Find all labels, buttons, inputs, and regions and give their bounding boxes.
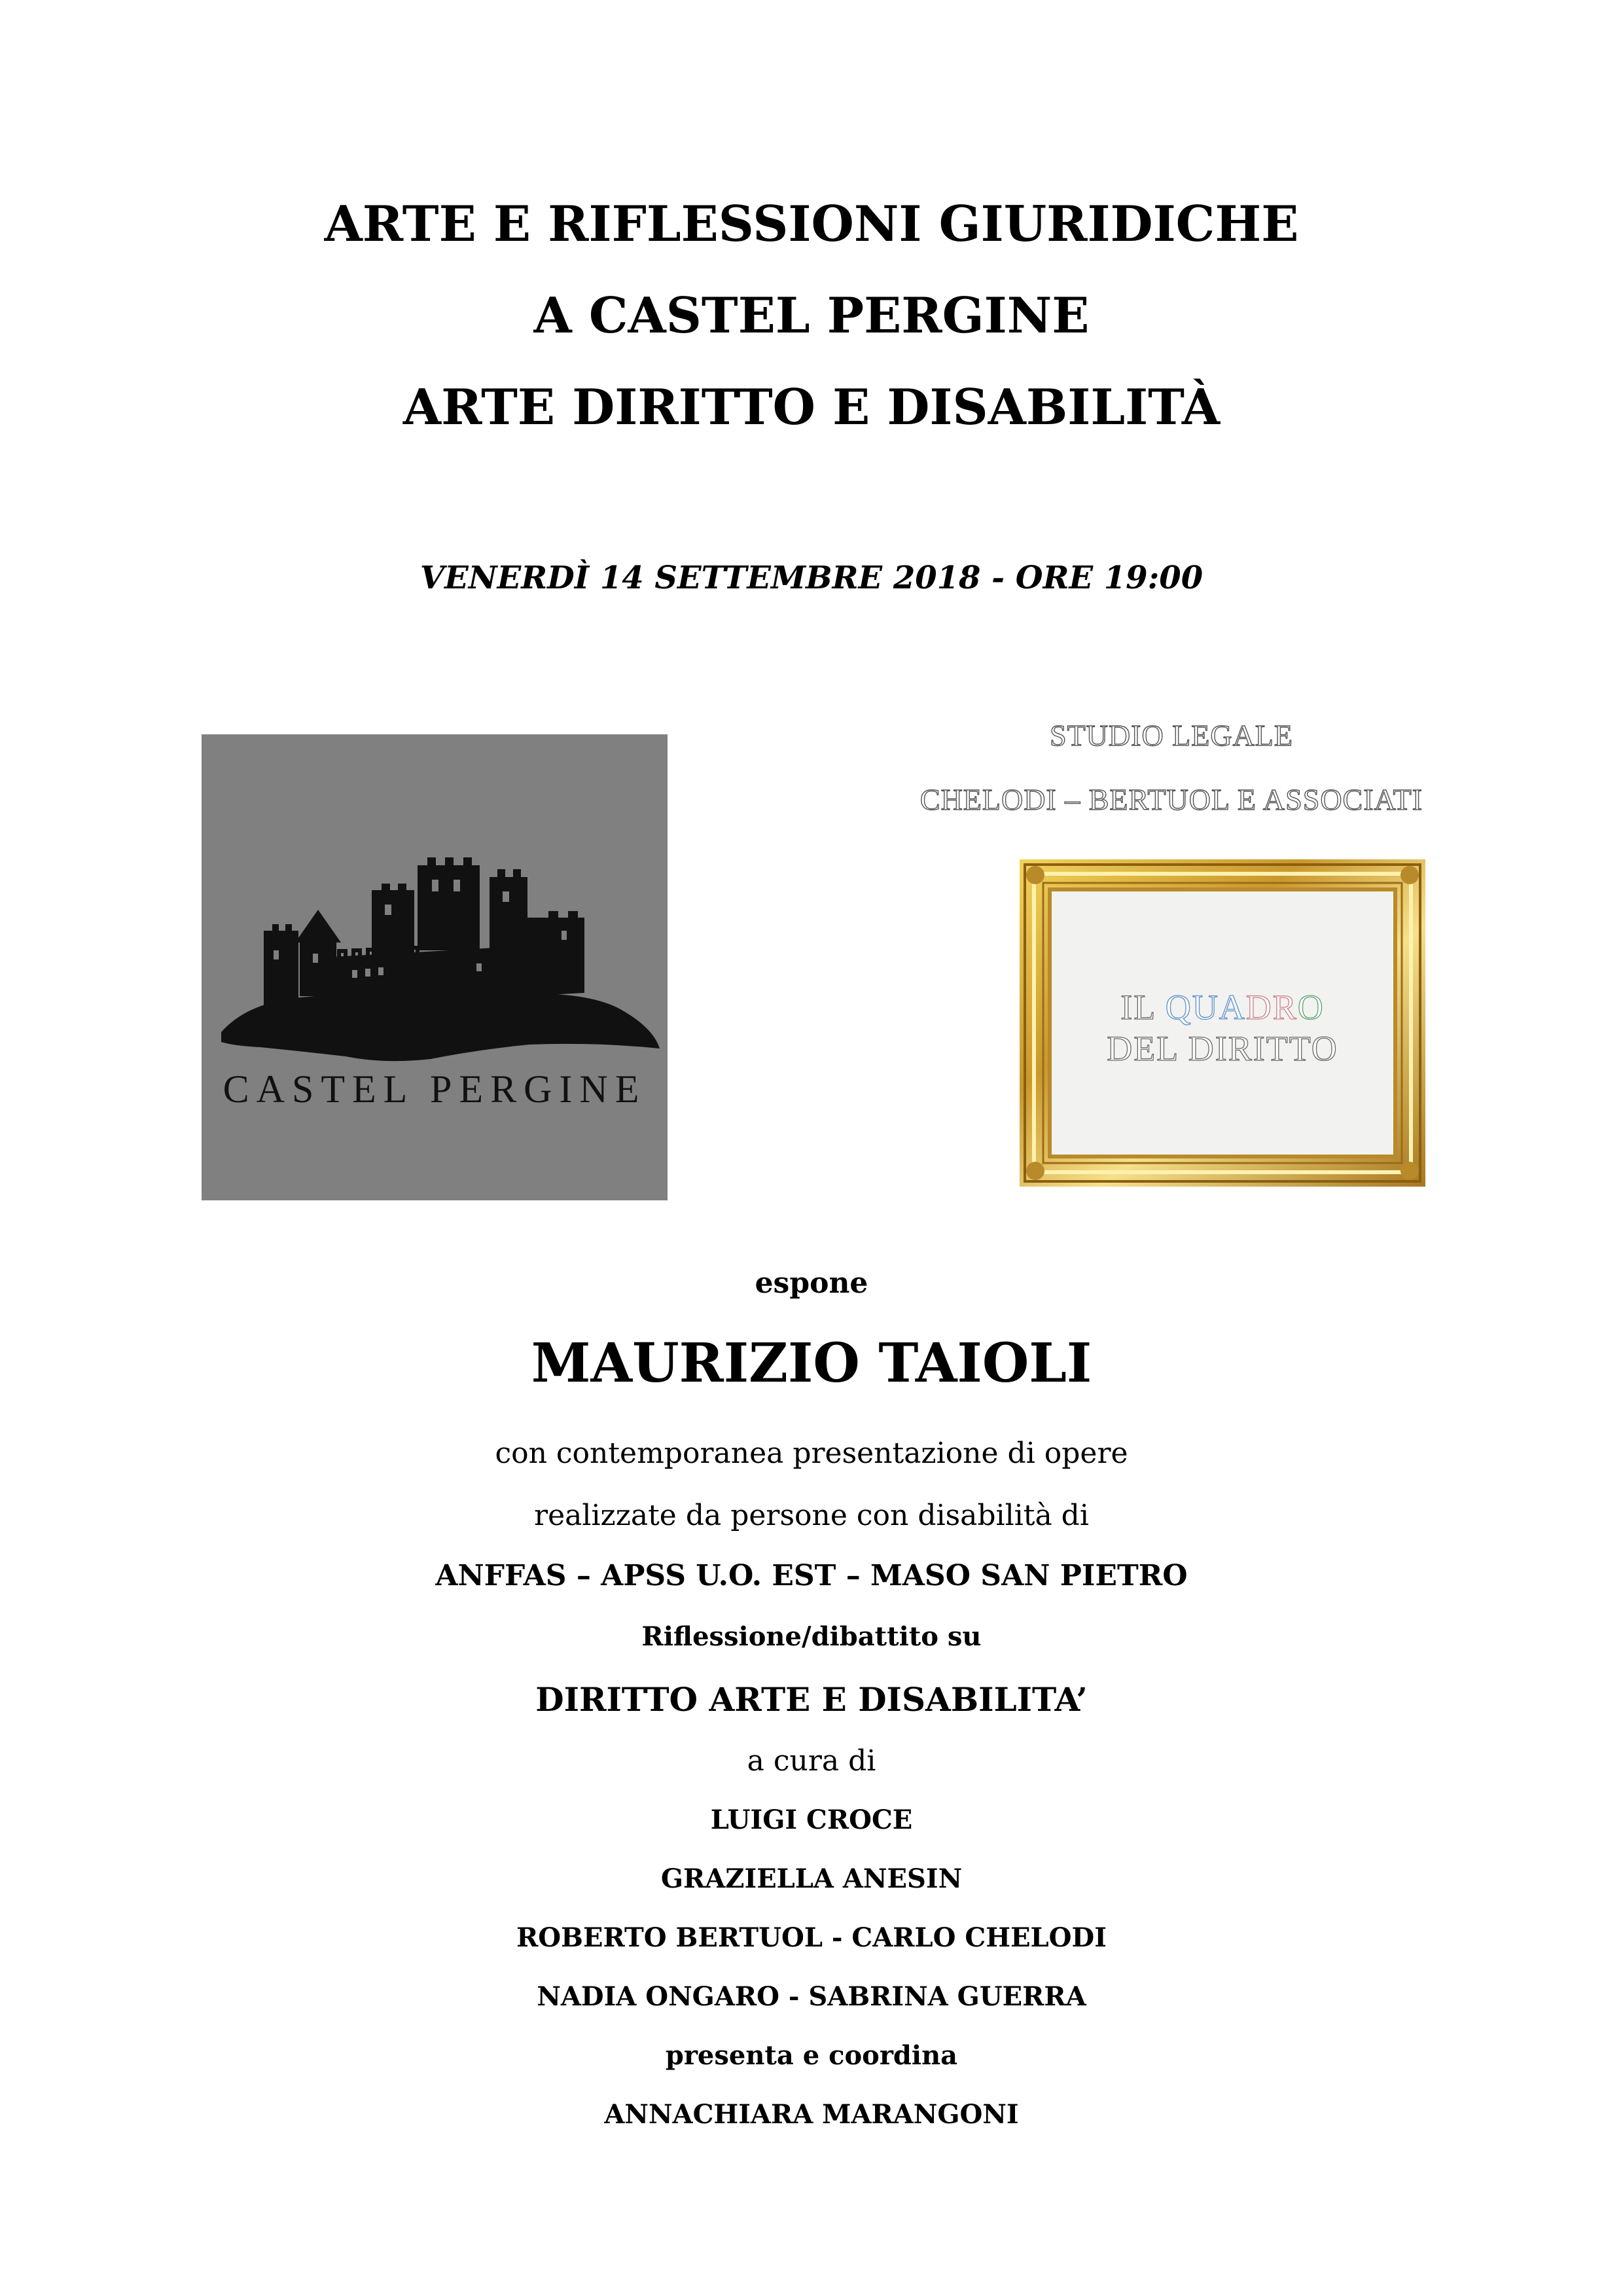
- artist-name: MAURIZIO TAIOLI: [531, 1332, 1092, 1395]
- quadro-text-qua: QUA: [1165, 988, 1246, 1027]
- quadro-text-line-2: DEL DIRITTO: [1107, 1029, 1338, 1068]
- speaker-4: NADIA ONGARO - SABRINA GUERRA: [537, 1981, 1086, 2012]
- studio-legale-line-1: STUDIO LEGALE: [1050, 719, 1293, 752]
- castel-pergine-text: CASTEL PERGINE: [223, 1067, 647, 1111]
- speaker-2: GRAZIELLA ANESIN: [660, 1863, 963, 1894]
- castle-silhouette-icon: [202, 734, 668, 1200]
- castel-pergine-logo: [202, 734, 668, 1200]
- event-date: VENERDÌ 14 SETTEMBRE 2018 - ORE 19:00: [419, 560, 1204, 596]
- quadro-text-line-1: [1020, 987, 1425, 1028]
- description-line-2: realizzate da persone con disabilità di: [534, 1499, 1089, 1532]
- title-line-2: A CASTEL PERGINE: [533, 287, 1090, 344]
- studio-legale-line-2: CHELODI – BERTUOL E ASSOCIATI: [919, 783, 1423, 816]
- quadro-text-dr: DR: [1245, 988, 1298, 1027]
- quadro-del-diritto-logo: [1020, 859, 1425, 1187]
- debate-topic: DIRITTO ARTE E DISABILITA’: [535, 1680, 1088, 1719]
- reflection-label: Riflessione/dibattito su: [641, 1621, 982, 1652]
- a-cura-di-label: a cura di: [747, 1744, 876, 1778]
- espone-label: espone: [755, 1266, 868, 1300]
- presenta-label: presenta e coordina: [665, 2040, 958, 2071]
- title-line-3: ARTE DIRITTO E DISABILITÀ: [402, 378, 1221, 436]
- speaker-3: ROBERTO BERTUOL - CARLO CHELODI: [516, 1922, 1107, 1953]
- title-line-1: ARTE E RIFLESSIONI GIURIDICHE: [324, 195, 1299, 253]
- description-line-1: con contemporanea presentazione di opere: [495, 1437, 1128, 1470]
- quadro-text-o: O: [1297, 988, 1325, 1027]
- quadro-text-il: IL: [1120, 988, 1166, 1027]
- organizations: ANFFAS – APSS U.O. EST – MASO SAN PIETRO: [435, 1559, 1188, 1592]
- speaker-1: LUIGI CROCE: [710, 1804, 913, 1835]
- moderator: ANNACHIARA MARANGONI: [604, 2099, 1019, 2130]
